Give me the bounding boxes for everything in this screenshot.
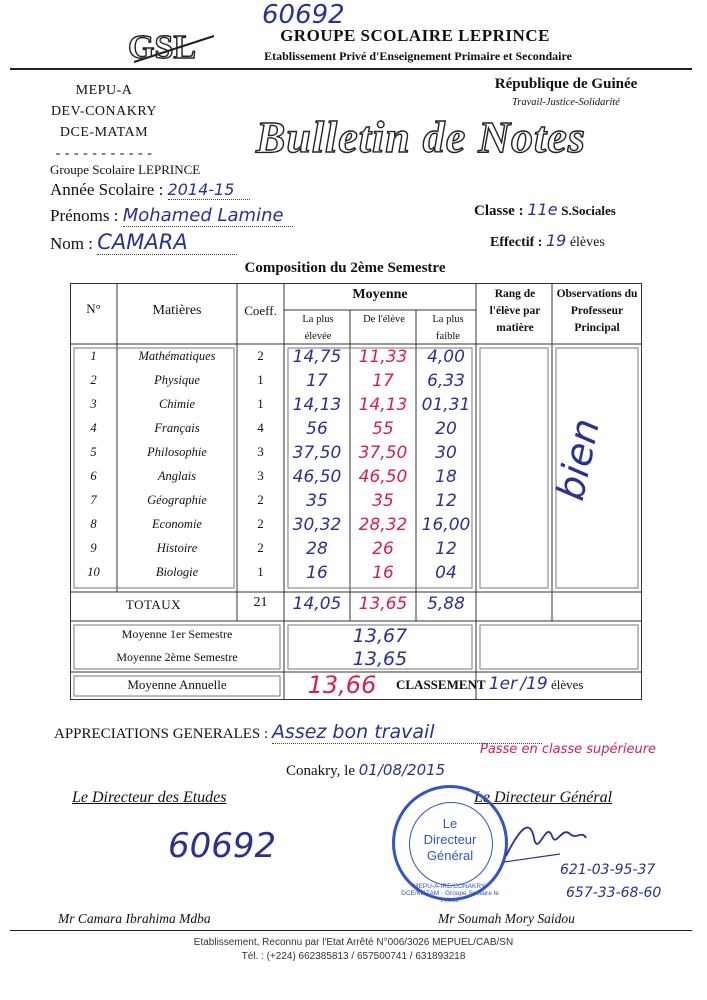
- totals-lowest: 5,88: [427, 594, 465, 614]
- header-rank: Rang de l'élève par matière: [489, 288, 541, 334]
- country-block: [466, 76, 666, 108]
- stamp-center-text: Le Directeur Général: [423, 816, 477, 863]
- annual-label: Moyenne Annuelle: [127, 677, 227, 692]
- row-highest: 56: [306, 419, 328, 439]
- row-student-score: 37,50: [358, 443, 408, 463]
- row-highest: 17: [306, 371, 328, 391]
- school-year-value: 2014-15: [168, 180, 250, 200]
- row-lowest: 20: [435, 419, 457, 439]
- svg-text:GSL: GSL: [128, 29, 197, 66]
- row-student-score: 11,33: [358, 347, 408, 367]
- director-signature: [500, 808, 590, 868]
- row-lowest: 6,33: [427, 371, 465, 391]
- ministry-line3: DCE-MATAM: [59, 125, 149, 140]
- class-value: 11e: [527, 200, 558, 219]
- stamp-ring-text: MEPU-A-IRE/CONAKRY-DCE/MATAM · Groupe Scolaire le Prince: [401, 883, 499, 904]
- class-suffix: S.Sociales: [561, 203, 616, 218]
- row-subject: Economie: [152, 517, 202, 531]
- totals-highest: 14,05: [292, 594, 342, 614]
- row-coeff: 3: [257, 444, 264, 459]
- row-number: 4: [90, 421, 97, 435]
- row-coeff: 4: [257, 420, 264, 435]
- class-size-row: [490, 231, 605, 251]
- header-student-score: De l'élève: [363, 314, 405, 325]
- row-number: 2: [90, 373, 97, 387]
- first-name-row: [50, 205, 293, 227]
- country-motto: Travail-Justice-Solidarité: [512, 97, 620, 108]
- signatory-right: Mr Soumah Mory Saidou: [438, 911, 575, 926]
- row-student-score: 17: [372, 371, 394, 391]
- header-subject: Matières: [152, 303, 202, 318]
- first-name-label: Prénoms :: [50, 206, 119, 225]
- school-name: GROUPE SCOLAIRE LEPRINCE: [280, 26, 550, 45]
- table-row: [70, 562, 642, 586]
- row-subject: Français: [154, 421, 200, 435]
- semester1-value: 13,67: [352, 625, 408, 647]
- row-lowest: 4,00: [427, 347, 465, 367]
- ministry-block: [34, 80, 174, 164]
- row-subject: Physique: [154, 373, 200, 387]
- appreciations-label: APPRECIATIONS GENERALES :: [54, 726, 269, 742]
- footer-rule: [10, 930, 692, 931]
- totals-label: TOTAUX: [125, 597, 182, 612]
- row-number: 3: [90, 397, 97, 411]
- totals-student-score: 13,65: [358, 594, 408, 614]
- handwritten-number: 60692: [168, 826, 277, 866]
- row-coeff: 2: [257, 492, 264, 507]
- class-row: [474, 200, 616, 220]
- row-highest: 14,13: [292, 395, 342, 415]
- header-coeff: Coeff.: [244, 303, 277, 318]
- country-name: République de Guinée: [494, 76, 638, 92]
- date-row: [286, 761, 445, 780]
- last-name-value: CAMARA: [97, 230, 237, 255]
- header-observations: Observations du Professeur Principal: [556, 288, 638, 334]
- row-subject: Anglais: [157, 469, 197, 483]
- phone-number-2: 657-33-68-60: [566, 885, 662, 901]
- table-row: [70, 538, 642, 562]
- appreciations-value: Assez bon travail: [272, 721, 542, 744]
- signatory-left: Mr Camara Ibrahima Mdba: [58, 911, 211, 926]
- table-row: [70, 346, 642, 370]
- semester2-value: 13,65: [352, 648, 408, 670]
- row-student-score: 26: [372, 539, 394, 559]
- row-highest: 30,32: [292, 515, 342, 535]
- school-year-label: Année Scolaire :: [50, 180, 164, 199]
- school-label: Groupe Scolaire LEPRINCE: [50, 162, 201, 177]
- row-subject: Biologie: [155, 565, 199, 579]
- row-coeff: 2: [257, 540, 264, 555]
- row-highest: 28: [306, 539, 328, 559]
- class-size-label: Effectif :: [490, 235, 543, 250]
- ministry-dashes: - - - - - - - - - - -: [55, 146, 153, 161]
- row-subject: Histoire: [156, 541, 198, 555]
- row-coeff: 2: [257, 348, 264, 363]
- semester1-label: Moyenne 1er Semestre: [121, 627, 233, 641]
- ranking-row: [396, 674, 583, 694]
- director-studies-label: Le Directeur des Etudes: [72, 789, 227, 806]
- footer-line1: Etablissement, Reconnu par l'Etat Arrêté N°006/3026 MEPUEL/CAB/SN: [193, 937, 514, 948]
- header-lowest: La plus faible: [432, 314, 464, 342]
- footer-line2: Tél. : (+224) 662385813 / 657500741 / 631893218: [241, 951, 466, 962]
- row-coeff: 1: [257, 564, 264, 579]
- header-highest: La plus élevée: [302, 314, 334, 342]
- row-highest: 14,75: [292, 347, 342, 367]
- last-name-label: Nom :: [50, 234, 93, 253]
- teacher-observation: bien: [548, 414, 609, 505]
- ranking-value: 1er: [488, 674, 518, 694]
- annual-value: 13,66: [307, 671, 377, 699]
- ministry-line2: DEV-CONAKRY: [50, 104, 158, 119]
- row-lowest: 12: [435, 539, 457, 559]
- row-student-score: 46,50: [358, 467, 408, 487]
- row-subject: Philosophie: [147, 445, 207, 459]
- date-value: 01/08/2015: [358, 761, 446, 779]
- registration-number: 60692: [262, 0, 345, 30]
- row-coeff: 3: [257, 468, 264, 483]
- table-row: [70, 418, 642, 442]
- row-student-score: 55: [372, 419, 394, 439]
- row-lowest: 01,31: [421, 395, 471, 415]
- director-general-label: Le Directeur Général: [474, 789, 613, 806]
- first-name-value: Mohamed Lamine: [123, 205, 293, 227]
- row-subject: Chimie: [158, 397, 196, 411]
- row-number: 6: [90, 469, 97, 483]
- row-highest: 46,50: [292, 467, 342, 487]
- class-label: Classe :: [474, 203, 524, 219]
- row-coeff: 2: [257, 516, 264, 531]
- official-stamp: [392, 785, 508, 904]
- row-lowest: 04: [435, 563, 457, 583]
- row-number: 5: [90, 445, 97, 459]
- row-subject: Mathématiques: [138, 349, 216, 363]
- document-title: Bulletin de Notes: [256, 113, 586, 162]
- header-rule: [10, 68, 692, 70]
- row-student-score: 35: [372, 491, 394, 511]
- header-average: Moyenne: [352, 287, 408, 302]
- semester2-label: Moyenne 2ème Semestre: [116, 650, 238, 664]
- row-coeff: 1: [257, 396, 264, 411]
- row-lowest: 16,00: [421, 515, 471, 535]
- row-number: 9: [90, 541, 97, 555]
- ranking-total: /19: [520, 674, 548, 694]
- appreciations-note: Passe en classe supérieure: [480, 742, 657, 757]
- ministry-line1: MEPU-A: [75, 83, 133, 98]
- row-subject: Géographie: [147, 493, 207, 507]
- class-size-value: 19: [545, 231, 567, 250]
- table-row: [70, 514, 642, 538]
- class-size-suffix: élèves: [569, 235, 605, 250]
- row-highest: 35: [306, 491, 328, 511]
- row-student-score: 28,32: [358, 515, 408, 535]
- phone-number-1: 621-03-95-37: [560, 862, 656, 878]
- appreciations-row: [54, 721, 542, 744]
- school-logo: [124, 20, 216, 68]
- row-coeff: 1: [257, 372, 264, 387]
- row-highest: 37,50: [292, 443, 342, 463]
- ranking-suffix: élèves: [550, 677, 584, 692]
- row-student-score: 14,13: [358, 395, 408, 415]
- row-lowest: 18: [435, 467, 457, 487]
- last-name-row: [50, 230, 237, 255]
- school-subtitle: Etablissement Privé d'Enseignement Primaire et Secondaire: [264, 49, 572, 63]
- row-number: 10: [87, 565, 100, 579]
- table-row: [70, 394, 642, 418]
- table-row: [70, 370, 642, 394]
- school-year-row: [50, 180, 250, 200]
- row-number: 7: [90, 493, 97, 507]
- row-number: 8: [90, 517, 97, 531]
- totals-coeff: 21: [253, 595, 268, 610]
- composition-title: Composition du 2ème Semestre: [244, 260, 446, 276]
- row-lowest: 12: [435, 491, 457, 511]
- row-number: 1: [90, 349, 97, 363]
- date-label: Conakry, le: [286, 763, 356, 779]
- row-highest: 16: [306, 563, 328, 583]
- row-lowest: 30: [435, 443, 457, 463]
- header-number: N°: [86, 301, 101, 316]
- row-student-score: 16: [372, 563, 394, 583]
- ranking-label: CLASSEMENT: [396, 677, 486, 692]
